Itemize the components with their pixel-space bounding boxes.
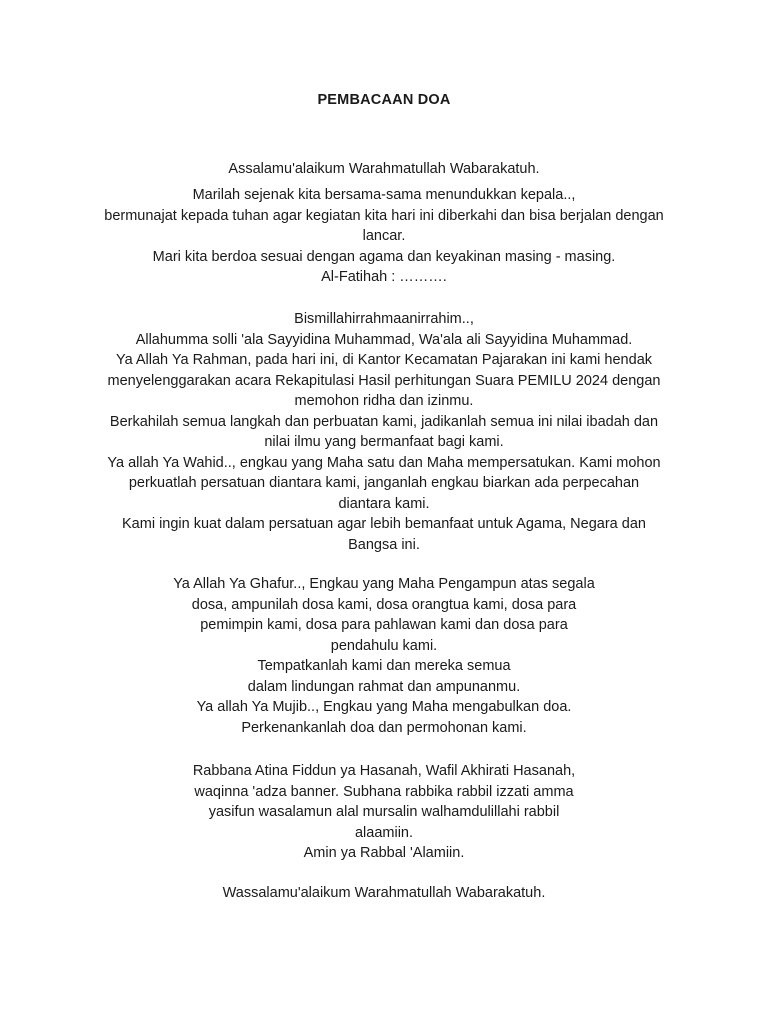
- forgiveness-line: Ya Allah Ya Ghafur.., Engkau yang Maha Pengampun atas segala: [173, 576, 595, 592]
- intro-line: Al-Fatihah : ……….: [321, 269, 447, 285]
- forgiveness-line: pendahulu kami.: [330, 637, 438, 654]
- forgiveness-line: Ya allah Ya Mujib.., Engkau yang Maha mengabulkan doa.: [196, 699, 572, 715]
- prayer-line: Kami ingin kuat dalam persatuan agar lebih bemanfaat untuk Agama, Negara dan: [122, 516, 646, 532]
- forgiveness-line: dosa, ampunilah dosa kami, dosa orangtua kami, dosa para: [191, 596, 577, 613]
- intro-line: lancar.: [362, 228, 406, 244]
- prayer-line: Bismillahirrahmaanirrahim..,: [294, 311, 474, 327]
- intro-line: Marilah sejenak kita bersama-sama menundukkan kepala..,: [192, 187, 576, 203]
- forgiveness-line: Tempatkanlah kami dan mereka semua: [257, 658, 511, 674]
- intro-line: bermunajat kepada tuhan agar kegiatan kita hari ini diberkahi dan bisa berjalan dengan: [104, 207, 664, 224]
- closing-prayer-line: yasifun wasalamun alal mursalin walhamdulillahi rabbil: [208, 804, 560, 820]
- intro-paragraph: [0, 185, 768, 288]
- closing-prayer-paragraph: [0, 761, 768, 864]
- forgiveness-line: Perkenankanlah doa dan permohonan kami.: [241, 719, 527, 736]
- prayer-line: Allahumma solli 'ala Sayyidina Muhammad, Wa'ala ali Sayyidina Muhammad.: [135, 331, 633, 348]
- prayer-line: Ya allah Ya Wahid.., engkau yang Maha satu dan Maha mempersatukan. Kami mohon: [107, 454, 661, 471]
- prayer-line: Berkahilah semua langkah dan perbuatan kami, jadikanlah semua ini nilai ibadah dan: [109, 413, 659, 430]
- closing-prayer-line: Rabbana Atina Fiddun ya Hasanah, Wafil Akhirati Hasanah,: [192, 763, 576, 779]
- document-title: PEMBACAAN DOA: [317, 92, 451, 108]
- forgiveness-line: dalam lindungan rahmat dan ampunanmu.: [247, 678, 521, 695]
- prayer-line: nilai ilmu yang bermanfaat bagi kami.: [264, 434, 504, 450]
- closing-prayer-line: alaamiin.: [354, 824, 414, 841]
- prayer-line: Bangsa ini.: [348, 536, 420, 553]
- greeting: [0, 159, 768, 180]
- closing-prayer-line: waqinna 'adza banner. Subhana rabbika rabbil izzati amma: [194, 783, 574, 800]
- intro-line: Mari kita berdoa sesuai dengan agama dan keyakinan masing - masing.: [152, 248, 616, 265]
- prayer-paragraph: [0, 309, 768, 555]
- forgiveness-line: pemimpin kami, dosa para pahlawan kami dan dosa para: [200, 617, 568, 633]
- prayer-line: diantara kami.: [338, 495, 430, 512]
- forgiveness-paragraph: [0, 574, 768, 738]
- prayer-line: Ya Allah Ya Rahman, pada hari ini, di Kantor Kecamatan Pajarakan ini kami hendak: [115, 352, 653, 368]
- greeting-line: Assalamu'alaikum Warahmatullah Wabarakatuh.: [228, 161, 540, 177]
- prayer-line: menyelenggarakan acara Rekapitulasi Hasil perhitungan Suara PEMILU 2024 dengan: [107, 372, 661, 389]
- prayer-line: perkuatlah persatuan diantara kami, janganlah engkau biarkan ada perpecahan: [128, 475, 640, 491]
- farewell-line: Wassalamu'alaikum Warahmatullah Wabarakatuh.: [222, 885, 546, 901]
- closing-prayer-line: Amin ya Rabbal 'Alamiin.: [303, 845, 465, 861]
- prayer-line: memohon ridha dan izinmu.: [294, 393, 474, 409]
- farewell: [0, 883, 768, 904]
